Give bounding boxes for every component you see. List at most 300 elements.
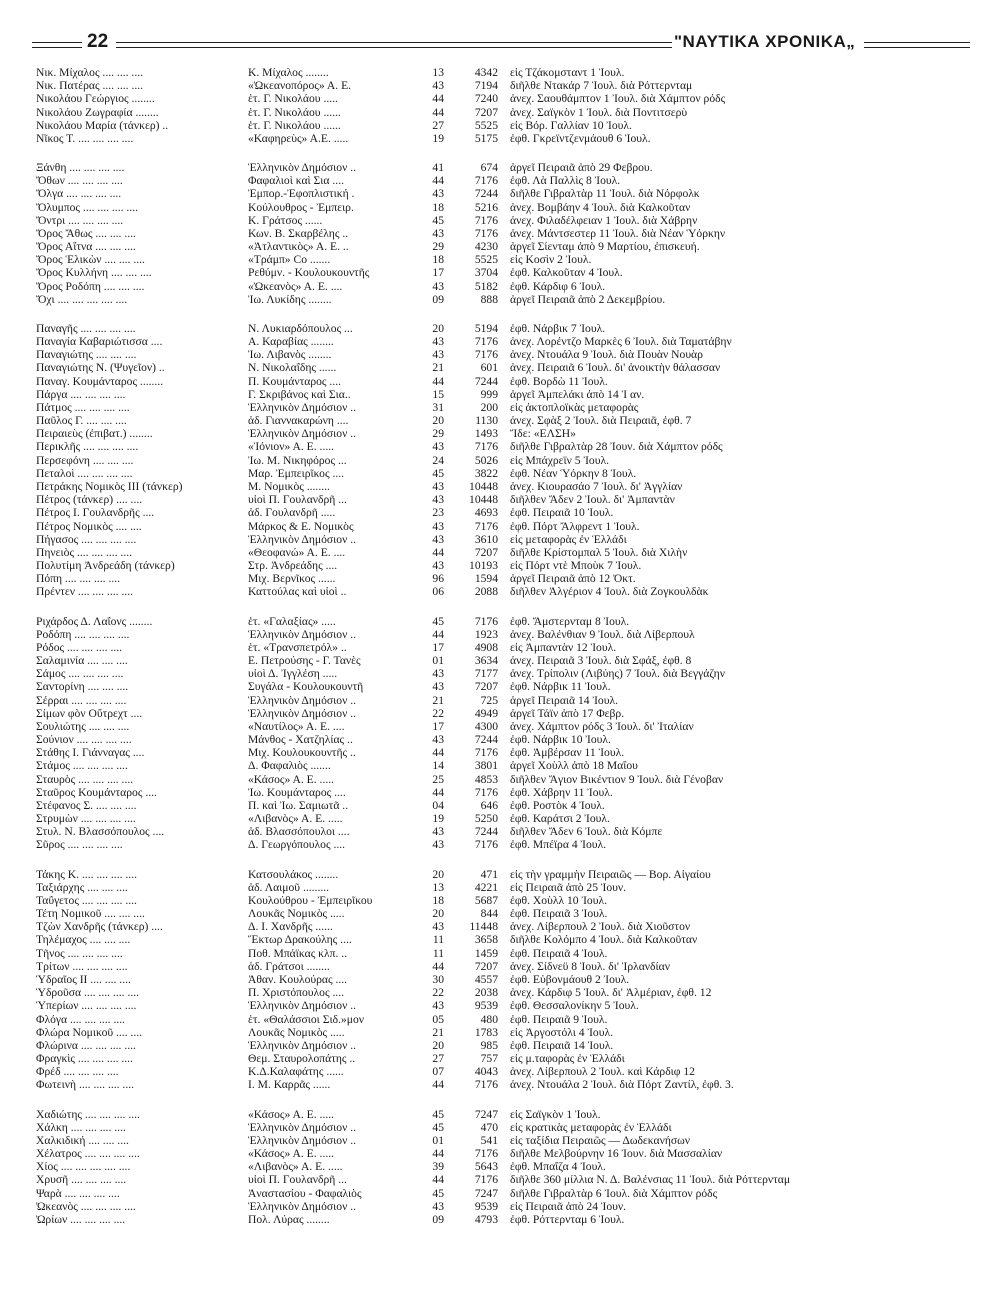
ship-owner: Στρ. Ἀνδρεάδης .... (248, 559, 338, 573)
ship-status: ἐφθ. Πειραιᾶ 4 Ἰουλ. (510, 946, 608, 960)
tonnage: 3658 (474, 933, 498, 947)
build-year: 27 (432, 118, 444, 132)
ship-owner: Πολ. Λύρας ........ (248, 1212, 330, 1226)
ship-row (32, 1052, 970, 1065)
tonnage: 7207 (474, 545, 498, 559)
ship-row (32, 838, 970, 851)
ship-name: Τάκης Κ. .... .... .... .... (36, 867, 137, 881)
ship-name: Φραγκὶς .... .... .... .... (36, 1052, 133, 1066)
tonnage: 3801 (474, 759, 498, 773)
ship-row (32, 119, 970, 132)
ship-name: Πολυτίμη Ἀνδρεάδη (τάνκερ) (36, 559, 175, 573)
ship-status: ἀργεῖ Τάϊν ἀπὸ 17 Φεβρ. (510, 706, 625, 720)
build-year: 07 (432, 1065, 444, 1079)
build-year: 21 (432, 1025, 444, 1039)
ship-name: Στέφανος Σ. .... .... .... (36, 798, 137, 812)
ship-status: ἀργεῖ Χοὺλλ ἀπὸ 18 Μαΐου (510, 759, 638, 773)
ship-status: διῆλθε Μελβούρνην 16 Ἰουν. διὰ Μασσαλίαν (510, 1147, 723, 1161)
build-year: 05 (432, 1012, 444, 1026)
build-year: 01 (432, 1133, 444, 1147)
ship-owner: «Καφηρεὺς» Α.Ε. ..... (248, 131, 349, 145)
ship-name: Στυλ. Ν. Βλασσόπουλος .... (36, 825, 165, 839)
ship-row (32, 1039, 970, 1052)
tonnage: 3822 (474, 466, 498, 480)
tonnage: 3704 (474, 266, 498, 280)
ship-status: εἰς Πειραιᾶ ἀπὸ 25 Ἰουν. (510, 880, 627, 894)
ship-name: Σταῦρος Κουμάνταρος .... (36, 785, 157, 799)
ship-status: ἐφθ. Βορδὼ 11 Ἰουλ. (510, 374, 608, 388)
ship-row (32, 654, 970, 667)
ship-row (32, 1121, 970, 1134)
ship-name: Παναγ. Κουμάνταρος ........ (36, 374, 164, 388)
build-year: 45 (432, 1186, 444, 1200)
ship-name: Ὄντρι .... .... .... .... (36, 213, 124, 227)
ship-owner: «Ναυτίλος» Α. Ε. .... (248, 719, 345, 733)
build-year: 44 (432, 92, 444, 106)
build-year: 44 (432, 105, 444, 119)
ship-owner: ἑτ. Γ. Νικολάου ...... (248, 118, 341, 132)
ship-name: Ψαρὰ .... .... .... .... (36, 1186, 120, 1200)
tonnage: 5525 (474, 118, 498, 132)
ship-owner: Μαρ. Ἐμπειρῖκος .... (248, 466, 345, 480)
ship-status: ἐφθ. Λὰ Παλλὶς 8 Ἰουλ. (510, 174, 621, 188)
ship-name: Φλώρινα .... .... .... .... (36, 1038, 136, 1052)
ship-status: εἰς τὴν γραμμὴν Πειραιῶς — Βορ. Αἰγαίου (510, 867, 711, 881)
tonnage: 4221 (474, 880, 498, 894)
ship-row (32, 161, 970, 174)
ship-name: Νικολάου Γεώργιος ........ (36, 92, 155, 106)
ship-row (32, 615, 970, 628)
tonnage: 7244 (474, 825, 498, 839)
ship-row (32, 641, 970, 654)
build-year: 44 (432, 545, 444, 559)
ship-status: εἰς Πειραιᾶ ἀπὸ 24 Ἰουν. (510, 1199, 627, 1213)
tonnage: 2088 (474, 585, 498, 599)
ship-status: εἰς ἀκτοπλοϊκὰς μεταφορὰς (510, 400, 639, 414)
tonnage: 7207 (474, 105, 498, 119)
ship-owner: Δ. Φαφαλιὸς ....... (248, 759, 331, 773)
build-year: 23 (432, 506, 444, 520)
ship-owner: «Κάσος» Α. Ε. ..... (248, 1147, 335, 1161)
build-year: 19 (432, 812, 444, 826)
ship-status: ἐφθ. Πειραιᾶ 10 Ἰουλ. (510, 506, 614, 520)
ship-status: ἀνεχ. Σφὰξ 2 Ἰουλ. διὰ Πειραιᾶ, ἐφθ. 7 (510, 414, 692, 428)
ship-group (32, 615, 970, 852)
build-year: 44 (432, 374, 444, 388)
ship-owner: Ἑλληνικὸν Δημόσιον .. (248, 1133, 357, 1147)
ship-owner: Π. Κουμάνταρος .... (248, 374, 342, 388)
ship-status: διῆλθε Γιβραλτὰρ 6 Ἰουλ. διὰ Χάμπτον ρόδς (510, 1186, 718, 1200)
ship-name: Παναγῆς .... .... .... .... (36, 321, 136, 335)
ship-owner: «Ἰόνιον» Α. Ε. ..... (248, 440, 335, 454)
ship-name: Χίος .... .... .... .... .... (36, 1160, 131, 1174)
ship-status: διῆλθε Κολόμπο 4 Ἰουλ. διὰ Καλκοῦταν (510, 933, 698, 947)
ship-owner: Γ. Σκριβάνος καὶ Σια.. (248, 387, 351, 401)
tonnage: 5250 (474, 812, 498, 826)
tonnage: 7176 (474, 213, 498, 227)
ship-status: ἀνεχ. Πειραιᾶ 3 Ἰουλ. διὰ Σφάξ, ἐφθ. 8 (510, 654, 692, 668)
tonnage: 7176 (474, 174, 498, 188)
tonnage: 9539 (474, 999, 498, 1013)
build-year: 44 (432, 174, 444, 188)
ship-owner: «Κάσος» Α. Ε. ..... (248, 772, 335, 786)
tonnage: 888 (480, 292, 498, 306)
ship-status: ἀργεῖ Πειραιᾶ ἀπὸ 29 Φεβρου. (510, 161, 653, 175)
ship-status: εἰς μεταφορὰς ἐν Ἑλλάδι (510, 532, 627, 546)
ship-name: Τζὼν Χανδρῆς (τάνκερ) .... (36, 920, 163, 934)
ship-status: ἀνεχ. Κιουρασάο 7 Ἰουλ. δι' Ἀγγλίαν (510, 479, 683, 493)
ship-owner: Κ.Δ.Καλαφάτης ...... (248, 1065, 344, 1079)
tonnage: 5216 (474, 200, 498, 214)
ship-row (32, 1213, 970, 1226)
ship-listing (32, 66, 970, 1242)
ship-status: ἐφθ. Νάρβικ 11 Ἰουλ. (510, 680, 611, 694)
ship-name: Χαδιώτης .... .... .... .... (36, 1107, 140, 1121)
ship-owner: Ἑλληνικὸν Δημόσιον .. (248, 706, 357, 720)
build-year: 45 (432, 614, 444, 628)
ship-owner: «Ἀτλαντικὸς» Α. Ε. .. (248, 240, 349, 254)
ship-name: Στρυμὼν .... .... .... .... (36, 812, 136, 826)
ship-row (32, 440, 970, 453)
ship-owner: Μάρκος & Ε. Νομικὸς (248, 519, 354, 533)
build-year: 20 (432, 1038, 444, 1052)
ship-status: εἰς Σαϊγκὸν 1 Ἰουλ. (510, 1107, 601, 1121)
tonnage: 7176 (474, 348, 498, 362)
build-year: 43 (432, 279, 444, 293)
ship-owner: Ποθ. Μπάϊκας κλπ. .. (248, 946, 348, 960)
ship-name: Σίμων φὸν Οὔτρεχτ .... (36, 706, 143, 720)
ship-owner: «Κάσος» Α. Ε. ..... (248, 1107, 335, 1121)
ship-name: Πόπη .... .... .... .... (36, 572, 121, 586)
page-header (32, 30, 970, 56)
ship-status: ἐφθ. Κάρδιφ 6 Ἰουλ. (510, 279, 606, 293)
ship-name: Νῖκος Τ. .... .... .... .... (36, 131, 134, 145)
ship-row (32, 174, 970, 187)
ship-status: ἀνεχ. Ντουάλα 9 Ἰουλ. διὰ Πουὰν Νουὰρ (510, 348, 703, 362)
ship-status: ἀνεχ. Βαλένθιαν 9 Ἰουλ. διὰ Λίβερπουλ (510, 627, 695, 641)
ship-owner: Ἑλληνικὸν Δημόσιον .. (248, 532, 357, 546)
ship-name: Παναγία Καβαριώτισσα .... (36, 335, 163, 349)
build-year: 44 (432, 1147, 444, 1161)
build-year: 13 (432, 66, 444, 79)
build-year: 06 (432, 585, 444, 599)
tonnage: 7207 (474, 680, 498, 694)
ship-name: Τρίτων .... .... .... .... (36, 959, 128, 973)
ship-row (32, 559, 970, 572)
tonnage: 725 (480, 693, 498, 707)
ship-name: Σουλιώτης .... .... .... (36, 719, 130, 733)
ship-name: Φλώρα Νομικοῦ .... .... (36, 1025, 143, 1039)
ship-owner: ἀδ. Βλασσόπουλοι .... (248, 825, 350, 839)
build-year: 20 (432, 867, 444, 881)
ship-row (32, 214, 970, 227)
ship-owner: Κ. Μίχαλος ........ (248, 66, 329, 79)
ship-owner: Μιχ. Κουλουκουντῆς .. (248, 746, 356, 760)
ship-row (32, 480, 970, 493)
ship-owner: Συγάλα - Κουλουκουντῆ (248, 680, 364, 694)
ship-status: ἐφθ. Ρόττερνταμ 6 Ἰουλ. (510, 1212, 625, 1226)
ship-status: εἰς Μπάχρεϊν 5 Ἰουλ. (510, 453, 609, 467)
ship-name: Πάργα .... .... .... .... (36, 387, 126, 401)
build-year: 43 (432, 1199, 444, 1213)
ship-name: Τηλέμαχος .... .... .... (36, 933, 131, 947)
ship-row (32, 92, 970, 105)
tonnage: 1594 (474, 572, 498, 586)
ship-owner: Μιχ. Βερνῖκος ...... (248, 572, 336, 586)
ship-name: Περικλῆς .... .... .... .... (36, 440, 139, 454)
ship-row (32, 1187, 970, 1200)
ship-status: εἰς Κοσὶν 2 Ἰουλ. (510, 253, 592, 267)
ship-owner: Ἰω. Μ. Νικηφόρος ... (248, 453, 347, 467)
ship-owner: Ἐμπορ.-Ἐφοπλιστική . (248, 187, 355, 201)
ship-row (32, 293, 970, 306)
build-year: 43 (432, 838, 444, 852)
ship-owner: Ν. Λυκιαρδόπουλος ... (248, 321, 353, 335)
tonnage: 7247 (474, 1107, 498, 1121)
ship-name: Πέτρος Ι. Γουλανδρῆς .... (36, 506, 155, 520)
tonnage: 3610 (474, 532, 498, 546)
tonnage: 4693 (474, 506, 498, 520)
ship-row (32, 253, 970, 266)
ship-owner: «Λιβανὸς» Α. Ε. ..... (248, 1160, 343, 1174)
ship-row (32, 240, 970, 253)
ship-row (32, 585, 970, 598)
ship-status: ἐφθ. Γκρεϊντζενμάουθ 6 Ἰουλ. (510, 131, 651, 145)
ship-status: ἀνεχ. Ντουάλα 2 Ἰουλ. διὰ Πόρτ Ζαντίλ, ἐφθ. 3. (510, 1078, 734, 1092)
header-rule-middle (116, 42, 672, 48)
ship-status: ἐφθ. Πόρτ Ἄλφρεντ 1 Ἰουλ. (510, 519, 640, 533)
ship-owner: Ἀθαν. Κουλούρας .... (248, 973, 348, 986)
ship-row (32, 375, 970, 388)
tonnage: 4300 (474, 719, 498, 733)
tonnage: 844 (480, 907, 498, 921)
ship-name: Ὄρος Ἑλικὼν .... .... .... (36, 253, 145, 267)
ship-name: Ξάνθη .... .... .... .... (36, 161, 125, 175)
ship-row (32, 920, 970, 933)
ship-name: Ὄλγα .... .... .... .... (36, 187, 122, 201)
build-year: 27 (432, 1052, 444, 1066)
ship-status: ἀνεχ. Φιλαδέλφειαν 1 Ἰουλ. διὰ Χάβρην (510, 213, 698, 227)
build-year: 43 (432, 999, 444, 1013)
ship-group (32, 868, 970, 1092)
ship-row (32, 66, 970, 79)
ship-status: ἐφθ. Ἄμστερνταμ 8 Ἰουλ. (510, 614, 630, 628)
ship-owner: Μ. Νομικὸς ........ (248, 479, 330, 493)
ship-owner: Κουλούθρου - Ἐμπειρῖκου (248, 893, 373, 907)
build-year: 44 (432, 746, 444, 760)
ship-row (32, 720, 970, 733)
ship-status: ἐφθ. Χοὺλλ 10 Ἰουλ. (510, 893, 607, 907)
ship-name: Πέτρος (τάνκερ) .... .... (36, 493, 143, 507)
ship-row (32, 132, 970, 145)
ship-owner: Ἰω. Λιβανὸς ........ (248, 348, 332, 362)
ship-name: Ὄρος Αἴτνα .... .... .... (36, 240, 136, 254)
build-year: 45 (432, 1120, 444, 1134)
ship-name: Ταΰγετος .... .... .... .... (36, 893, 137, 907)
build-year: 41 (432, 161, 444, 175)
build-year: 43 (432, 825, 444, 839)
ship-row (32, 933, 970, 946)
ship-name: Σέρραι .... .... .... .... (36, 693, 127, 707)
ship-owner: Λουκᾶς Νομικὸς ..... (248, 907, 345, 921)
ship-status: διῆλθεν Ἄδεν 6 Ἰουλ. διὰ Κόμπε (510, 825, 663, 839)
build-year: 21 (432, 693, 444, 707)
ship-status: εἰς ταξίδια Πειραιῶς — Δωδεκανήσων (510, 1133, 691, 1147)
ship-status: εἰς μ.ταφορὰς ἐν Ἑλλάδι (510, 1052, 625, 1066)
ship-status: ἐφθ. Νάρβικ 10 Ἰουλ. (510, 733, 611, 747)
tonnage: 4342 (474, 66, 498, 79)
tonnage: 5643 (474, 1160, 498, 1174)
tonnage: 2038 (474, 986, 498, 1000)
build-year: 96 (432, 572, 444, 586)
ship-row (32, 1173, 970, 1186)
ship-name: Ὑδραῖος ΙΙ .... .... .... (36, 973, 131, 986)
ship-owner: ἑτ. Γ. Νικολάου ...... (248, 105, 341, 119)
build-year: 45 (432, 466, 444, 480)
ship-name: Ὄρος Ἄθως .... .... .... (36, 226, 136, 240)
ship-status: εἰς κρατικὰς μεταφορὰς ἐν Ἑλλάδι (510, 1120, 672, 1134)
ship-row (32, 999, 970, 1012)
ship-owner: Ἑλληνικὸν Δημόσιον .. (248, 627, 357, 641)
build-year: 44 (432, 1078, 444, 1092)
tonnage: 9539 (474, 1199, 498, 1213)
ship-name: Ὄχι .... .... .... .... .... (36, 292, 128, 306)
tonnage: 7176 (474, 838, 498, 852)
ship-row (32, 401, 970, 414)
ship-name: Ὠρίων .... .... .... .... (36, 1212, 126, 1226)
ship-status: ἀνεχ. Λίβερπουλ 2 Ἰουλ. καὶ Κάρδιφ 12 (510, 1065, 695, 1079)
ship-owner: «Θεοφανώ» Α. Ε. .... (248, 545, 346, 559)
ship-owner: Φαφαλιοὶ καὶ Σια .... (248, 174, 344, 188)
ship-row (32, 812, 970, 825)
ship-owner: Ἰω. Λυκίδης ........ (248, 292, 332, 306)
ship-name: Πήγασος .... .... .... .... (36, 532, 137, 546)
tonnage: 4908 (474, 640, 498, 654)
tonnage: 11448 (469, 920, 498, 934)
ship-owner: Κούλουθρος - Ἐμπειρ. (248, 200, 354, 214)
build-year: 01 (432, 654, 444, 668)
build-year: 18 (432, 253, 444, 267)
tonnage: 480 (480, 1012, 498, 1026)
ship-status: διῆλθε Γιβραλτὰρ 11 Ἰουλ. διὰ Νόρφολκ (510, 187, 700, 201)
ship-row (32, 201, 970, 214)
build-year: 15 (432, 387, 444, 401)
ship-status: εἰς Βόρ. Γαλλίαν 10 Ἰουλ. (510, 118, 632, 132)
ship-status: ἐφθ. Πειραιᾶ 9 Ἰουλ. (510, 1012, 608, 1026)
ship-owner: Π. Χριστόπουλος .... (248, 986, 345, 1000)
ship-owner: ἀδ. Γουλανδρῆ ..... (248, 506, 336, 520)
ship-owner: ἑτ. «Θαλάσσιοι Σιδ.»μον (248, 1012, 364, 1026)
ship-row (32, 960, 970, 973)
ship-name: Σταυρὸς .... .... .... .... (36, 772, 134, 786)
tonnage: 646 (480, 798, 498, 812)
tonnage: 4949 (474, 706, 498, 720)
ship-status: ἀργεῖ Πειραιᾶ 14 Ἰουλ. (510, 693, 618, 707)
ship-row (32, 825, 970, 838)
tonnage: 7176 (474, 440, 498, 454)
ship-status: διῆλθε 360 μίλλια Ν. Δ. Βαλένσιας 11 Ἰουλ. διὰ Ρόττερνταμ (510, 1173, 791, 1187)
tonnage: 470 (480, 1120, 498, 1134)
ship-status: ἀνεχ. Σαουθάμπτον 1 Ἰουλ. διὰ Χάμπτον ρόδς (510, 92, 726, 106)
ship-name: Ὠκεανὸς .... .... .... .... (36, 1199, 136, 1213)
ship-owner: Καττούλας καὶ υἱοὶ .. (248, 585, 347, 599)
ship-name: Νικ. Μίχαλος .... .... .... (36, 66, 144, 79)
build-year: 18 (432, 893, 444, 907)
ship-row (32, 628, 970, 641)
ship-owner: υἱοὶ Π. Γουλανδρῆ ... (248, 493, 347, 507)
build-year: 43 (432, 493, 444, 507)
ship-group (32, 161, 970, 306)
ship-status: ἀνεχ. Σαϊγκὸν 1 Ἰουλ. διὰ Ποντιτσερὺ (510, 105, 688, 119)
tonnage: 5194 (474, 321, 498, 335)
ship-name: Νικολάου Ζωγραφία ........ (36, 105, 159, 119)
ship-status: διῆλθε Γιβραλτὰρ 28 Ἰουν. διὰ Χάμπτον ρόδς (510, 440, 723, 454)
tonnage: 7176 (474, 226, 498, 240)
ship-row (32, 1026, 970, 1039)
ship-status: διῆλθεν Ἄγιον Βικέντιον 9 Ἰουλ. διὰ Γένοβαν (510, 772, 724, 786)
ship-row (32, 227, 970, 240)
tonnage: 7176 (474, 785, 498, 799)
ship-row (32, 881, 970, 894)
tonnage: 10193 (469, 559, 498, 573)
ship-name: Σαντορίνη .... .... .... (36, 680, 129, 694)
ship-row (32, 894, 970, 907)
ship-name: Ροδόπη .... .... .... .... (36, 627, 130, 641)
ship-name: Ὄρος Κυλλήνη .... .... .... (36, 266, 152, 280)
build-year: 43 (432, 79, 444, 93)
ship-owner: Ἰω. Κουμάνταρος .... (248, 785, 346, 799)
ship-row (32, 986, 970, 999)
build-year: 43 (432, 226, 444, 240)
ship-owner: Ἑλληνικὸν Δημόσιον .. (248, 161, 357, 175)
ship-name: Ὄλυμπος .... .... .... .... (36, 200, 138, 214)
ship-row (32, 454, 970, 467)
ship-owner: Ν. Νικολαΐδης ...... (248, 361, 337, 375)
tonnage: 7194 (474, 79, 498, 93)
ship-owner: υἱοὶ Δ. Ἰγγλέση ..... (248, 667, 338, 681)
ship-name: Ριχάρδος Δ. Λαΐονς ........ (36, 614, 153, 628)
ship-status: ἐφθ. Ροστὸκ 4 Ἰουλ. (510, 798, 605, 812)
ship-name: Πρέντεν .... .... .... .... (36, 585, 134, 599)
ship-owner: Λουκᾶς Νομικὸς ..... (248, 1025, 345, 1039)
build-year: 43 (432, 559, 444, 573)
ship-row (32, 335, 970, 348)
build-year: 29 (432, 240, 444, 254)
ship-status: εἰς Πόρτ ντὲ Μποὺκ 7 Ἰουλ. (510, 559, 642, 573)
build-year: 43 (432, 440, 444, 454)
ship-name: Ταξιάρχης .... .... .... (36, 880, 128, 894)
ship-status: διῆλθε Ντακάρ 7 Ἰουλ. διὰ Ρόττερνταμ (510, 79, 693, 93)
ship-row (32, 746, 970, 759)
tonnage: 5182 (474, 279, 498, 293)
build-year: 31 (432, 400, 444, 414)
ship-owner: «Λιβανὸς» Α. Ε. ..... (248, 812, 343, 826)
tonnage: 4793 (474, 1212, 498, 1226)
ship-row (32, 759, 970, 772)
ship-name: Πηνειὸς .... .... .... .... (36, 545, 133, 559)
ship-owner: Ἑλληνικὸν Δημόσιον .. (248, 427, 357, 441)
build-year: 11 (432, 933, 444, 947)
tonnage: 7244 (474, 733, 498, 747)
build-year: 13 (432, 880, 444, 894)
ship-status: ἀνεχ. Πειραιᾶ 6 Ἰουλ. δι' ἀνοικτὴν θάλασσαν (510, 361, 721, 375)
header-rule-right (864, 42, 970, 48)
ship-owner: Ἑλληνικὸν Δημόσιον .. (248, 693, 357, 707)
ship-owner: «Ὠκεανὸς» Α. Ε. .... (248, 279, 343, 293)
tonnage: 757 (480, 1052, 498, 1066)
build-year: 44 (432, 959, 444, 973)
build-year: 22 (432, 706, 444, 720)
